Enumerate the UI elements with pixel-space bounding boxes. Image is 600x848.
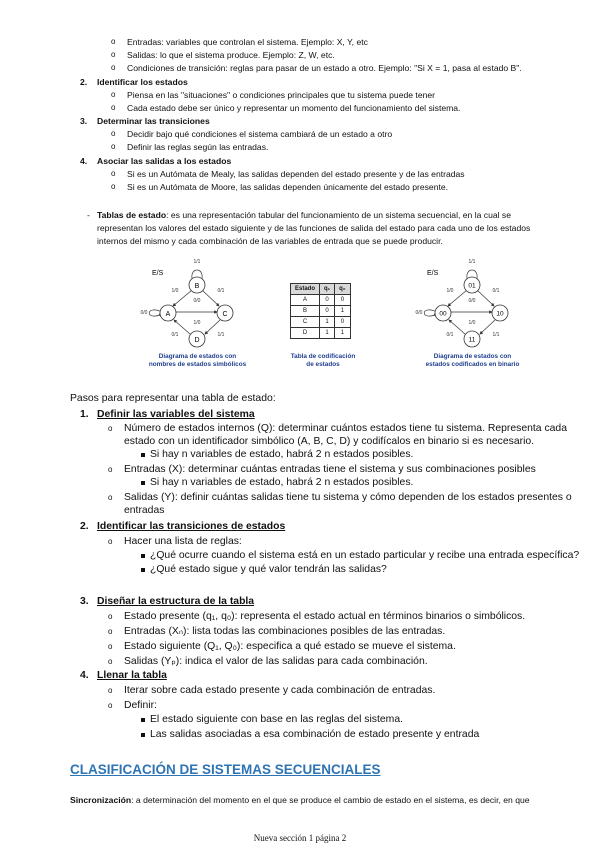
list-item: o Salidas: lo que el sistema produce. Ejemplo: Z, W, etc. <box>127 49 335 61</box>
state-diagram-symbolic <box>135 252 255 352</box>
table-cell: 1 <box>335 328 350 339</box>
step-number: 2. <box>80 77 88 87</box>
edge-label: 0/0 <box>193 298 201 304</box>
edge-label: 1/0 <box>193 320 201 326</box>
state-label: B <box>194 283 200 290</box>
step-number: 4. <box>80 670 89 681</box>
list-item: o Estado presente (q₁, q₀): representa el estado actual en términos binarios o simbólicos. <box>124 610 525 623</box>
edge-label: 0/0 <box>415 310 423 316</box>
list-item: o Entradas: variables que controlan el sistema. Ejemplo: X, Y, etc <box>127 36 368 48</box>
table-cell: 0 <box>335 295 350 306</box>
table-header: q₀ <box>335 284 350 295</box>
step-title: Identificar los estados <box>97 77 188 87</box>
step-number: 3. <box>80 116 88 126</box>
sync-paragraph <box>70 794 530 806</box>
edge <box>477 290 494 306</box>
table-cell: B <box>291 306 320 317</box>
edge <box>202 290 219 306</box>
step-title: Asociar las salidas a los estados <box>97 156 232 166</box>
tablas-text: : es una representación tabular del funcionamiento de un sistema secuencial, en la cual se <box>166 210 512 220</box>
list-item: o Entradas (Xₙ): lista todas las combinaciones posibles de las entradas. <box>124 625 445 638</box>
caption-line: de estados <box>306 361 340 368</box>
state-label: 10 <box>496 310 504 318</box>
tablas-line-2: representan los valores del estado siguiente y de las funciones de salida del estado para cada uno de los estados <box>97 223 531 233</box>
table-cell: A <box>291 295 320 306</box>
table-row <box>291 317 351 328</box>
caption-line: estados codificados en binario <box>425 361 520 368</box>
step-number: 1. <box>80 409 89 420</box>
table-header: Estado <box>291 284 320 295</box>
list-item: Si hay n variables de estado, habrá 2 n estados posibles. <box>150 449 414 460</box>
list-item: o Número de estados internos (Q): determinar cuántos estados tiene tu sistema. Representa cada <box>124 422 567 435</box>
table-cell: 0 <box>320 295 335 306</box>
state-label: 00 <box>439 310 447 318</box>
step-title: Diseñar la estructura de la tabla <box>97 596 255 607</box>
step-number: 3. <box>80 596 89 607</box>
list-item: o Definir: <box>124 699 157 712</box>
state-label: 01 <box>468 282 476 290</box>
list-item-cont: entradas <box>124 505 165 516</box>
caption-line: Diagrama de estados con <box>433 353 512 360</box>
square-bullet <box>141 733 145 737</box>
square-bullet <box>141 568 145 572</box>
table-row <box>291 295 351 306</box>
sync-term: Sincronización <box>70 795 132 805</box>
table-cell: 0 <box>320 306 335 317</box>
page-footer: Nueva sección 1 página 2 <box>253 833 347 843</box>
square-bullet <box>141 718 145 722</box>
edge-label: 0/1 <box>217 288 225 294</box>
list-item: El estado siguiente con base en las reglas del sistema. <box>150 714 403 725</box>
list-item: Las salidas asociadas a esa combinación de estado presente y entrada <box>150 729 480 740</box>
diagram-label: E/S <box>152 270 164 277</box>
table-row <box>291 306 351 317</box>
step-title: Llenar la tabla <box>97 670 167 681</box>
table-row <box>291 328 351 339</box>
tablas-line-3: internos del mismo y cada combinación de las variables de entrada que se puede producir. <box>97 236 443 246</box>
list-item: o Decidir bajo qué condiciones el sistema cambiará de un estado a otro <box>127 128 392 140</box>
table-cell: 1 <box>320 317 335 328</box>
diagram-label: E/S <box>427 270 439 277</box>
step-title: Definir las variables del sistema <box>97 409 255 420</box>
square-bullet <box>141 481 145 485</box>
step-title: Determinar las transiciones <box>97 116 210 126</box>
list-item: ¿Qué estado sigue y qué valor tendrán las salidas? <box>150 564 387 575</box>
list-item: o Cada estado debe ser único y representar un momento del funcionamiento del sistema. <box>127 102 460 114</box>
table-header: q₁ <box>320 284 335 295</box>
encoding-table <box>290 283 351 339</box>
table-cell: 1 <box>320 328 335 339</box>
state-label: A <box>165 311 171 318</box>
list-item: o Condiciones de transición: reglas para pasar de un estado a otro. Ejemplo: "Si X = 1, pasa al estado B". <box>127 62 522 74</box>
list-item: o Si es un Autómata de Mealy, las salidas dependen del estado presente y de las entradas <box>127 168 465 180</box>
edge-label: 1/1 <box>492 332 500 338</box>
table-cell: 1 <box>335 306 350 317</box>
section-heading: CLASIFICACIÓN DE SISTEMAS SECUENCIALES <box>70 762 381 777</box>
tablas-term: Tablas de estado <box>97 210 167 220</box>
figure-caption <box>283 353 363 369</box>
edge-label: 0/1 <box>446 332 454 338</box>
step-number: 4. <box>80 156 88 166</box>
edge-label: 0/1 <box>171 332 179 338</box>
edge-label: 0/0 <box>468 298 476 304</box>
caption-line: Tabla de codificación <box>290 353 356 360</box>
caption-line: Diagrama de estados con <box>158 353 237 360</box>
state-label: C <box>222 311 228 318</box>
figure-caption <box>130 353 265 369</box>
edge-label: 0/1 <box>492 288 500 294</box>
list-item: o Si es un Autómata de Moore, las salidas dependen únicamente del estado presente. <box>127 181 448 193</box>
list-item: o Salidas (Yₚ): indica el valor de las salidas para cada combinación. <box>124 655 428 668</box>
list-item: o Piensa en las "situaciones" o condiciones principales que tu sistema puede tener <box>127 89 435 101</box>
dash-bullet: - <box>87 210 90 220</box>
table-cell: D <box>291 328 320 339</box>
list-item: o Definir las reglas según las entradas. <box>127 141 268 153</box>
state-label: D <box>194 337 200 344</box>
square-bullet <box>141 453 145 457</box>
edge-label: 1/1 <box>217 332 225 338</box>
list-item: ¿Qué ocurre cuando el sistema está en un estado particular y recibe una entrada específica? <box>150 550 580 561</box>
square-bullet <box>141 554 145 558</box>
table-cell: C <box>291 317 320 328</box>
edge-label: 1/0 <box>446 288 454 294</box>
edge-label: 1/0 <box>468 320 476 326</box>
list-item: o Salidas (Y): definir cuántas salidas tiene tu sistema y cómo dependen de los estados presentes o <box>124 491 572 504</box>
table-cell: 0 <box>335 317 350 328</box>
edge-label: 0/0 <box>140 310 148 316</box>
edge-label: 1/0 <box>171 288 179 294</box>
list-item: o Iterar sobre cada estado presente y cada combinación de entradas. <box>124 684 435 697</box>
pasos-intro: Pasos para representar una tabla de estado: <box>70 393 276 404</box>
list-item: o Estado siguiente (Q₁, Q₀): especifica a qué estado se mueve el sistema. <box>124 640 456 653</box>
sync-text: : a determinación del momento en el que se produce el cambio de estado en el sistema, es decir, en que <box>131 795 530 805</box>
step-title: Identificar las transiciones de estados <box>97 521 286 532</box>
step-number: 2. <box>80 521 89 532</box>
state-label: 11 <box>468 336 476 344</box>
list-item: o Hacer una lista de reglas: <box>124 535 242 548</box>
list-item-cont: estado con un identificador simbólico (A, B, C, D) y codifícalos en binario si es necesario. <box>124 436 535 447</box>
list-item: Si hay n variables de estado, habrá 2 n estados posibles. <box>150 477 414 488</box>
figure-caption <box>405 353 540 369</box>
state-diagram-binary <box>410 252 530 352</box>
edge-label: 1/1 <box>468 259 476 265</box>
tablas-line-1 <box>97 209 511 221</box>
list-item: o Entradas (X): determinar cuántas entradas tiene el sistema y sus combinaciones posibles <box>124 463 536 476</box>
table-header-row <box>291 284 351 295</box>
caption-line: nombres de estados simbólicos <box>148 361 247 368</box>
edge-label: 1/1 <box>193 259 201 265</box>
